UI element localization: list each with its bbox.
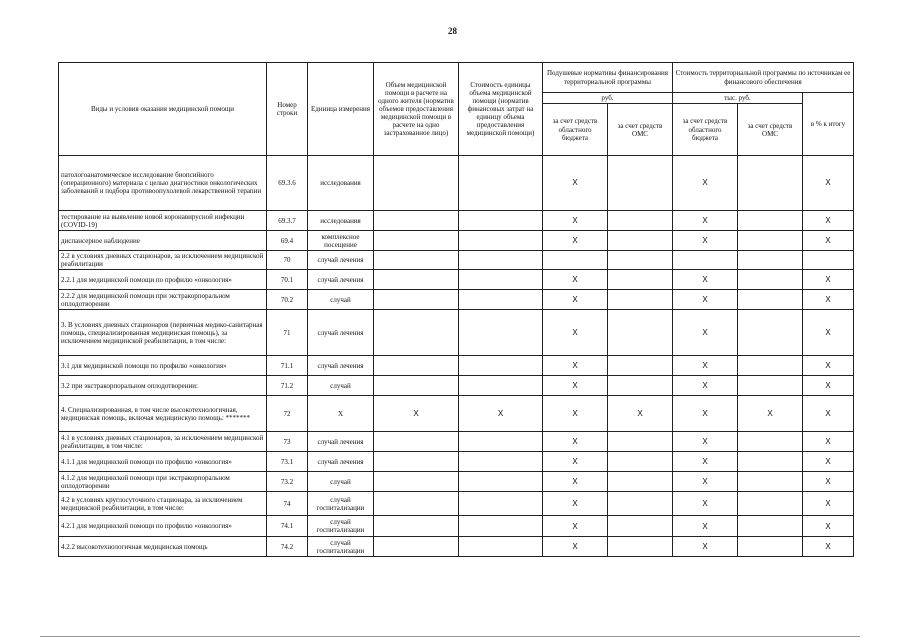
cell-cost-regional: X [673, 356, 738, 376]
row-number: 71 [267, 310, 308, 356]
row-kind: 2.2.2 для медицинской помощи при экстракорпоральном оплодотворении [59, 290, 267, 310]
cell-unit-cost [459, 537, 543, 557]
cell-cost-regional: X [673, 516, 738, 537]
header-unit-cost: Стоимость единицы объема медицинской помощи (норматив финансовых затрат на единицу объема предоставления медицинской помощи) [459, 63, 543, 156]
cell-volume [374, 251, 459, 270]
cell-volume [374, 472, 459, 492]
cell-norm-regional: X [543, 376, 608, 396]
cell-cost-regional: X [673, 492, 738, 516]
table-row [59, 156, 854, 211]
cell-percent: X [803, 452, 854, 472]
row-unit: исследования [308, 156, 374, 211]
cell-norm-regional: X [543, 396, 608, 432]
row-number: 70 [267, 251, 308, 270]
cell-volume [374, 516, 459, 537]
row-unit: случай лечения [308, 452, 374, 472]
cell-norm-regional: X [543, 270, 608, 290]
cell-norm-oms [608, 310, 673, 356]
row-number: 69.3.7 [267, 211, 308, 231]
row-unit: случай госпитализации [308, 537, 374, 557]
cell-cost-oms [738, 231, 803, 251]
cell-cost-oms [738, 156, 803, 211]
cell-cost-oms: X [738, 396, 803, 432]
row-unit: случай лечения [308, 432, 374, 452]
cell-cost-oms [738, 270, 803, 290]
cell-volume [374, 270, 459, 290]
table-row [59, 537, 854, 557]
cell-cost-oms [738, 537, 803, 557]
table-row [59, 396, 854, 432]
row-kind: тестирование на выявление новой коронавирусной инфекции (COVID-19) [59, 211, 267, 231]
cell-percent: X [803, 376, 854, 396]
row-kind: 4.2.1 для медицинской помощи по профилю «онкология» [59, 516, 267, 537]
cell-unit-cost [459, 376, 543, 396]
cell-percent: X [803, 270, 854, 290]
table-row [59, 516, 854, 537]
cell-volume [374, 211, 459, 231]
cell-cost-regional: X [673, 270, 738, 290]
cell-norm-oms [608, 290, 673, 310]
header-group-cost: Стоимость территориальной программы по источникам ее финансового обеспечения [673, 63, 854, 93]
cell-volume [374, 290, 459, 310]
cell-unit-cost [459, 156, 543, 211]
table-row [59, 231, 854, 251]
header-unit: Единица измерения [308, 63, 374, 156]
page-number: 28 [448, 26, 457, 36]
cell-percent [803, 251, 854, 270]
cell-norm-oms: X [608, 396, 673, 432]
cell-volume [374, 452, 459, 472]
row-number: 70.1 [267, 270, 308, 290]
cell-percent: X [803, 472, 854, 492]
cell-cost-oms [738, 376, 803, 396]
cell-cost-oms [738, 356, 803, 376]
row-kind: патологоанатомическое исследование биопсийного (операционного) материала с целью диагностики онкологических заболеваний и подбора противоопухолевой лекарственной терапии [59, 156, 267, 211]
cell-percent: X [803, 356, 854, 376]
row-unit: случай лечения [308, 251, 374, 270]
cell-percent: X [803, 492, 854, 516]
cell-unit-cost [459, 356, 543, 376]
cell-unit-cost [459, 270, 543, 290]
cell-percent: X [803, 231, 854, 251]
header-row-number: Номер строки [267, 63, 308, 156]
row-number: 73 [267, 432, 308, 452]
cell-cost-regional: X [673, 290, 738, 310]
table-row [59, 452, 854, 472]
row-unit: случай госпитализации [308, 516, 374, 537]
row-number: 74.2 [267, 537, 308, 557]
cell-percent: X [803, 516, 854, 537]
cell-percent: X [803, 537, 854, 557]
cell-cost-regional: X [673, 376, 738, 396]
row-unit: комплексное посещение [308, 231, 374, 251]
cell-cost-oms [738, 211, 803, 231]
header-volume: Объем медицинской помощи в расчете на одного жителя (норматив объемов предоставления медицинской помощи в расчете на одно застрахованное лицо) [374, 63, 459, 156]
row-number: 73.1 [267, 452, 308, 472]
cell-cost-oms [738, 516, 803, 537]
row-number: 71.1 [267, 356, 308, 376]
cell-volume [374, 231, 459, 251]
row-kind: 4.1 в условиях дневных стационаров, за исключением медицинской реабилитации, в том числе: [59, 432, 267, 452]
cell-percent: X [803, 156, 854, 211]
cell-volume [374, 492, 459, 516]
cell-volume [374, 432, 459, 452]
cell-cost-regional: X [673, 156, 738, 211]
cell-volume [374, 156, 459, 211]
cell-volume [374, 537, 459, 557]
program-table [58, 62, 854, 557]
row-number: 73.2 [267, 472, 308, 492]
cell-percent: X [803, 310, 854, 356]
cell-cost-regional: X [673, 537, 738, 557]
cell-norm-regional: X [543, 231, 608, 251]
header-cost-regional: за счет средств областного бюджета [673, 104, 738, 156]
header-kinds: Виды и условия оказания медицинской помощи [59, 63, 267, 156]
cell-norm-regional: X [543, 516, 608, 537]
row-kind: 4.1.1 для медицинской помощи по профилю «онкология» [59, 452, 267, 472]
cell-cost-oms [738, 492, 803, 516]
cell-norm-regional: X [543, 492, 608, 516]
cell-volume [374, 310, 459, 356]
table-row [59, 211, 854, 231]
table-row [59, 310, 854, 356]
cell-unit-cost [459, 310, 543, 356]
header-norms-regional: за счет средств областного бюджета [543, 104, 608, 156]
row-unit: X [308, 396, 374, 432]
cell-norm-oms [608, 376, 673, 396]
cell-percent: X [803, 396, 854, 432]
cell-cost-oms [738, 290, 803, 310]
cell-norm-regional [543, 251, 608, 270]
row-kind: 4. Специализированная, в том числе высокотехнологичная, медицинская помощь, включая медицинскую помощь: ******* [59, 396, 267, 432]
cell-norm-regional: X [543, 310, 608, 356]
table-row [59, 432, 854, 452]
row-kind: 4.1.2 для медицинской помощи при экстракорпоральном оплодотворении [59, 472, 267, 492]
cell-percent: X [803, 432, 854, 452]
cell-volume: X [374, 396, 459, 432]
header-unit-rub: руб. [543, 93, 673, 104]
row-number: 70.2 [267, 290, 308, 310]
cell-norm-regional: X [543, 290, 608, 310]
cell-cost-oms [738, 472, 803, 492]
cell-norm-regional: X [543, 472, 608, 492]
row-kind: 2.2 в условиях дневных стационаров, за исключением медицинской реабилитации [59, 251, 267, 270]
row-unit: случай лечения [308, 270, 374, 290]
page-edge-divider [40, 636, 860, 637]
cell-unit-cost [459, 516, 543, 537]
cell-norm-regional: X [543, 432, 608, 452]
row-kind: 3. В условиях дневных стационаров (первичная медико-санитарная помощь, специализированная медицинская помощь), за исключением медицинской реабилитации, в том числе: [59, 310, 267, 356]
cell-norm-oms [608, 516, 673, 537]
cell-unit-cost [459, 452, 543, 472]
table-row [59, 492, 854, 516]
cell-unit-cost [459, 211, 543, 231]
header-unit-thousand-rub: тыс. руб. [673, 93, 803, 104]
cell-norm-oms [608, 492, 673, 516]
cell-percent: X [803, 211, 854, 231]
cell-cost-regional: X [673, 231, 738, 251]
cell-unit-cost [459, 472, 543, 492]
row-number: 72 [267, 396, 308, 432]
row-unit: случай [308, 376, 374, 396]
cell-cost-oms [738, 310, 803, 356]
table-row [59, 376, 854, 396]
cell-cost-regional: X [673, 396, 738, 432]
row-kind: 3.1 для медицинской помощи по профилю «онкология» [59, 356, 267, 376]
table-row [59, 251, 854, 270]
row-unit: случай лечения [308, 310, 374, 356]
cell-cost-regional: X [673, 452, 738, 472]
cell-unit-cost [459, 231, 543, 251]
row-number: 69.4 [267, 231, 308, 251]
cell-cost-regional: X [673, 211, 738, 231]
row-unit: случай [308, 290, 374, 310]
row-kind: 3.2 при экстракорпоральном оплодотворении: [59, 376, 267, 396]
cell-norm-regional: X [543, 452, 608, 472]
cell-percent: X [803, 290, 854, 310]
table-row [59, 270, 854, 290]
cell-norm-oms [608, 472, 673, 492]
row-unit: случай лечения [308, 356, 374, 376]
cell-norm-oms [608, 270, 673, 290]
cell-norm-regional: X [543, 156, 608, 211]
row-unit: случай [308, 472, 374, 492]
cell-norm-oms [608, 231, 673, 251]
cell-norm-oms [608, 211, 673, 231]
header-norms-oms: за счет средств ОМС [608, 104, 673, 156]
cell-cost-oms [738, 432, 803, 452]
cell-norm-regional: X [543, 211, 608, 231]
cell-norm-oms [608, 537, 673, 557]
row-unit: случай госпитализации [308, 492, 374, 516]
cell-cost-regional: X [673, 472, 738, 492]
cell-unit-cost: X [459, 396, 543, 432]
row-kind: 4.2 в условиях круглосуточного стационара, за исключением медицинской реабилитации, в том числе: [59, 492, 267, 516]
cell-volume [374, 356, 459, 376]
row-number: 71.2 [267, 376, 308, 396]
cell-unit-cost [459, 290, 543, 310]
cell-cost-regional: X [673, 310, 738, 356]
cell-norm-oms [608, 452, 673, 472]
table-row [59, 356, 854, 376]
row-kind: диспансерное наблюдение [59, 231, 267, 251]
row-kind: 2.2.1 для медицинской помощи по профилю «онкология» [59, 270, 267, 290]
cell-cost-regional: X [673, 432, 738, 452]
cell-norm-regional: X [543, 356, 608, 376]
row-number: 69.3.6 [267, 156, 308, 211]
row-unit: исследования [308, 211, 374, 231]
cell-norm-oms [608, 251, 673, 270]
header-percent: в % к итогу [803, 93, 854, 156]
header-group-norms: Подушевые нормативы финансирования территориальной программы [543, 63, 673, 93]
cell-cost-oms [738, 452, 803, 472]
row-number: 74 [267, 492, 308, 516]
cell-volume [374, 376, 459, 396]
cell-norm-regional: X [543, 537, 608, 557]
row-number: 74.1 [267, 516, 308, 537]
table-row [59, 290, 854, 310]
row-kind: 4.2.2 высокотехнологичная медицинская помощь [59, 537, 267, 557]
cell-norm-oms [608, 432, 673, 452]
cell-unit-cost [459, 432, 543, 452]
cell-cost-oms [738, 251, 803, 270]
table-row [59, 472, 854, 492]
cell-norm-oms [608, 356, 673, 376]
cell-unit-cost [459, 251, 543, 270]
cell-norm-oms [608, 156, 673, 211]
cell-unit-cost [459, 492, 543, 516]
header-cost-oms: за счет средств ОМС [738, 104, 803, 156]
cell-cost-regional [673, 251, 738, 270]
table-body [59, 156, 854, 557]
